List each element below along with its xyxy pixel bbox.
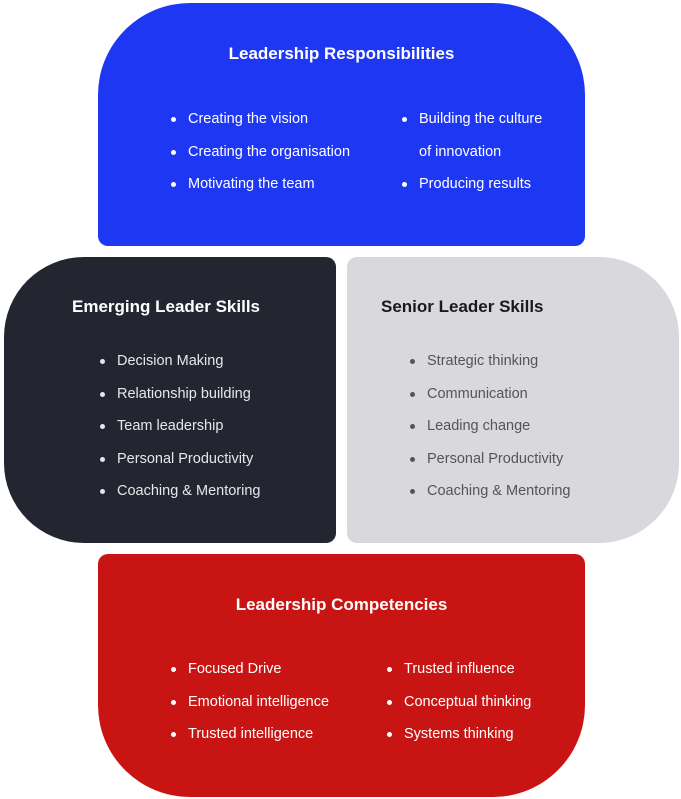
list-item: Decision Making [100,345,260,378]
competencies-title: Leadership Competencies [235,595,448,614]
list-item: Personal Productivity [100,443,260,476]
list-item: Coaching & Mentoring [100,475,260,508]
emerging-leader-skills-card [4,257,336,543]
emerging-title: Emerging Leader Skills [72,297,261,316]
list-item: Focused Drive [171,653,329,686]
list-item: Trusted influence [387,653,531,686]
list-item: Personal Productivity [410,443,570,476]
leadership-responsibilities-card [98,3,585,246]
leadership-competencies-card [98,554,585,797]
senior-title: Senior Leader Skills [381,297,544,316]
list-item: Coaching & Mentoring [410,475,570,508]
list-item: Strategic thinking [410,345,570,378]
list-item: Conceptual thinking [387,686,531,719]
list-item: Emotional intelligence [171,686,329,719]
responsibilities-title: Leadership Responsibilities [228,44,455,63]
list-item: Communication [410,378,570,411]
senior-skills-list [410,345,570,508]
list-item: Team leadership [100,410,260,443]
list-item: Relationship building [100,378,260,411]
competencies-list-left [171,653,329,751]
list-item: Motivating the team [171,168,350,201]
list-item: Creating the vision [171,103,350,136]
list-item: Systems thinking [387,718,531,751]
list-item: Leading change [410,410,570,443]
list-item: Trusted intelligence [171,718,329,751]
list-item: Building the culture [402,103,542,136]
responsibilities-list-left [171,103,350,201]
list-item: Creating the organisation [171,136,350,169]
competencies-list-right [387,653,531,751]
emerging-skills-list [100,345,260,508]
list-item: Producing results [402,168,542,201]
responsibilities-list-right [402,103,542,201]
list-item-continuation: of innovation [419,143,502,160]
senior-leader-skills-card [347,257,679,543]
